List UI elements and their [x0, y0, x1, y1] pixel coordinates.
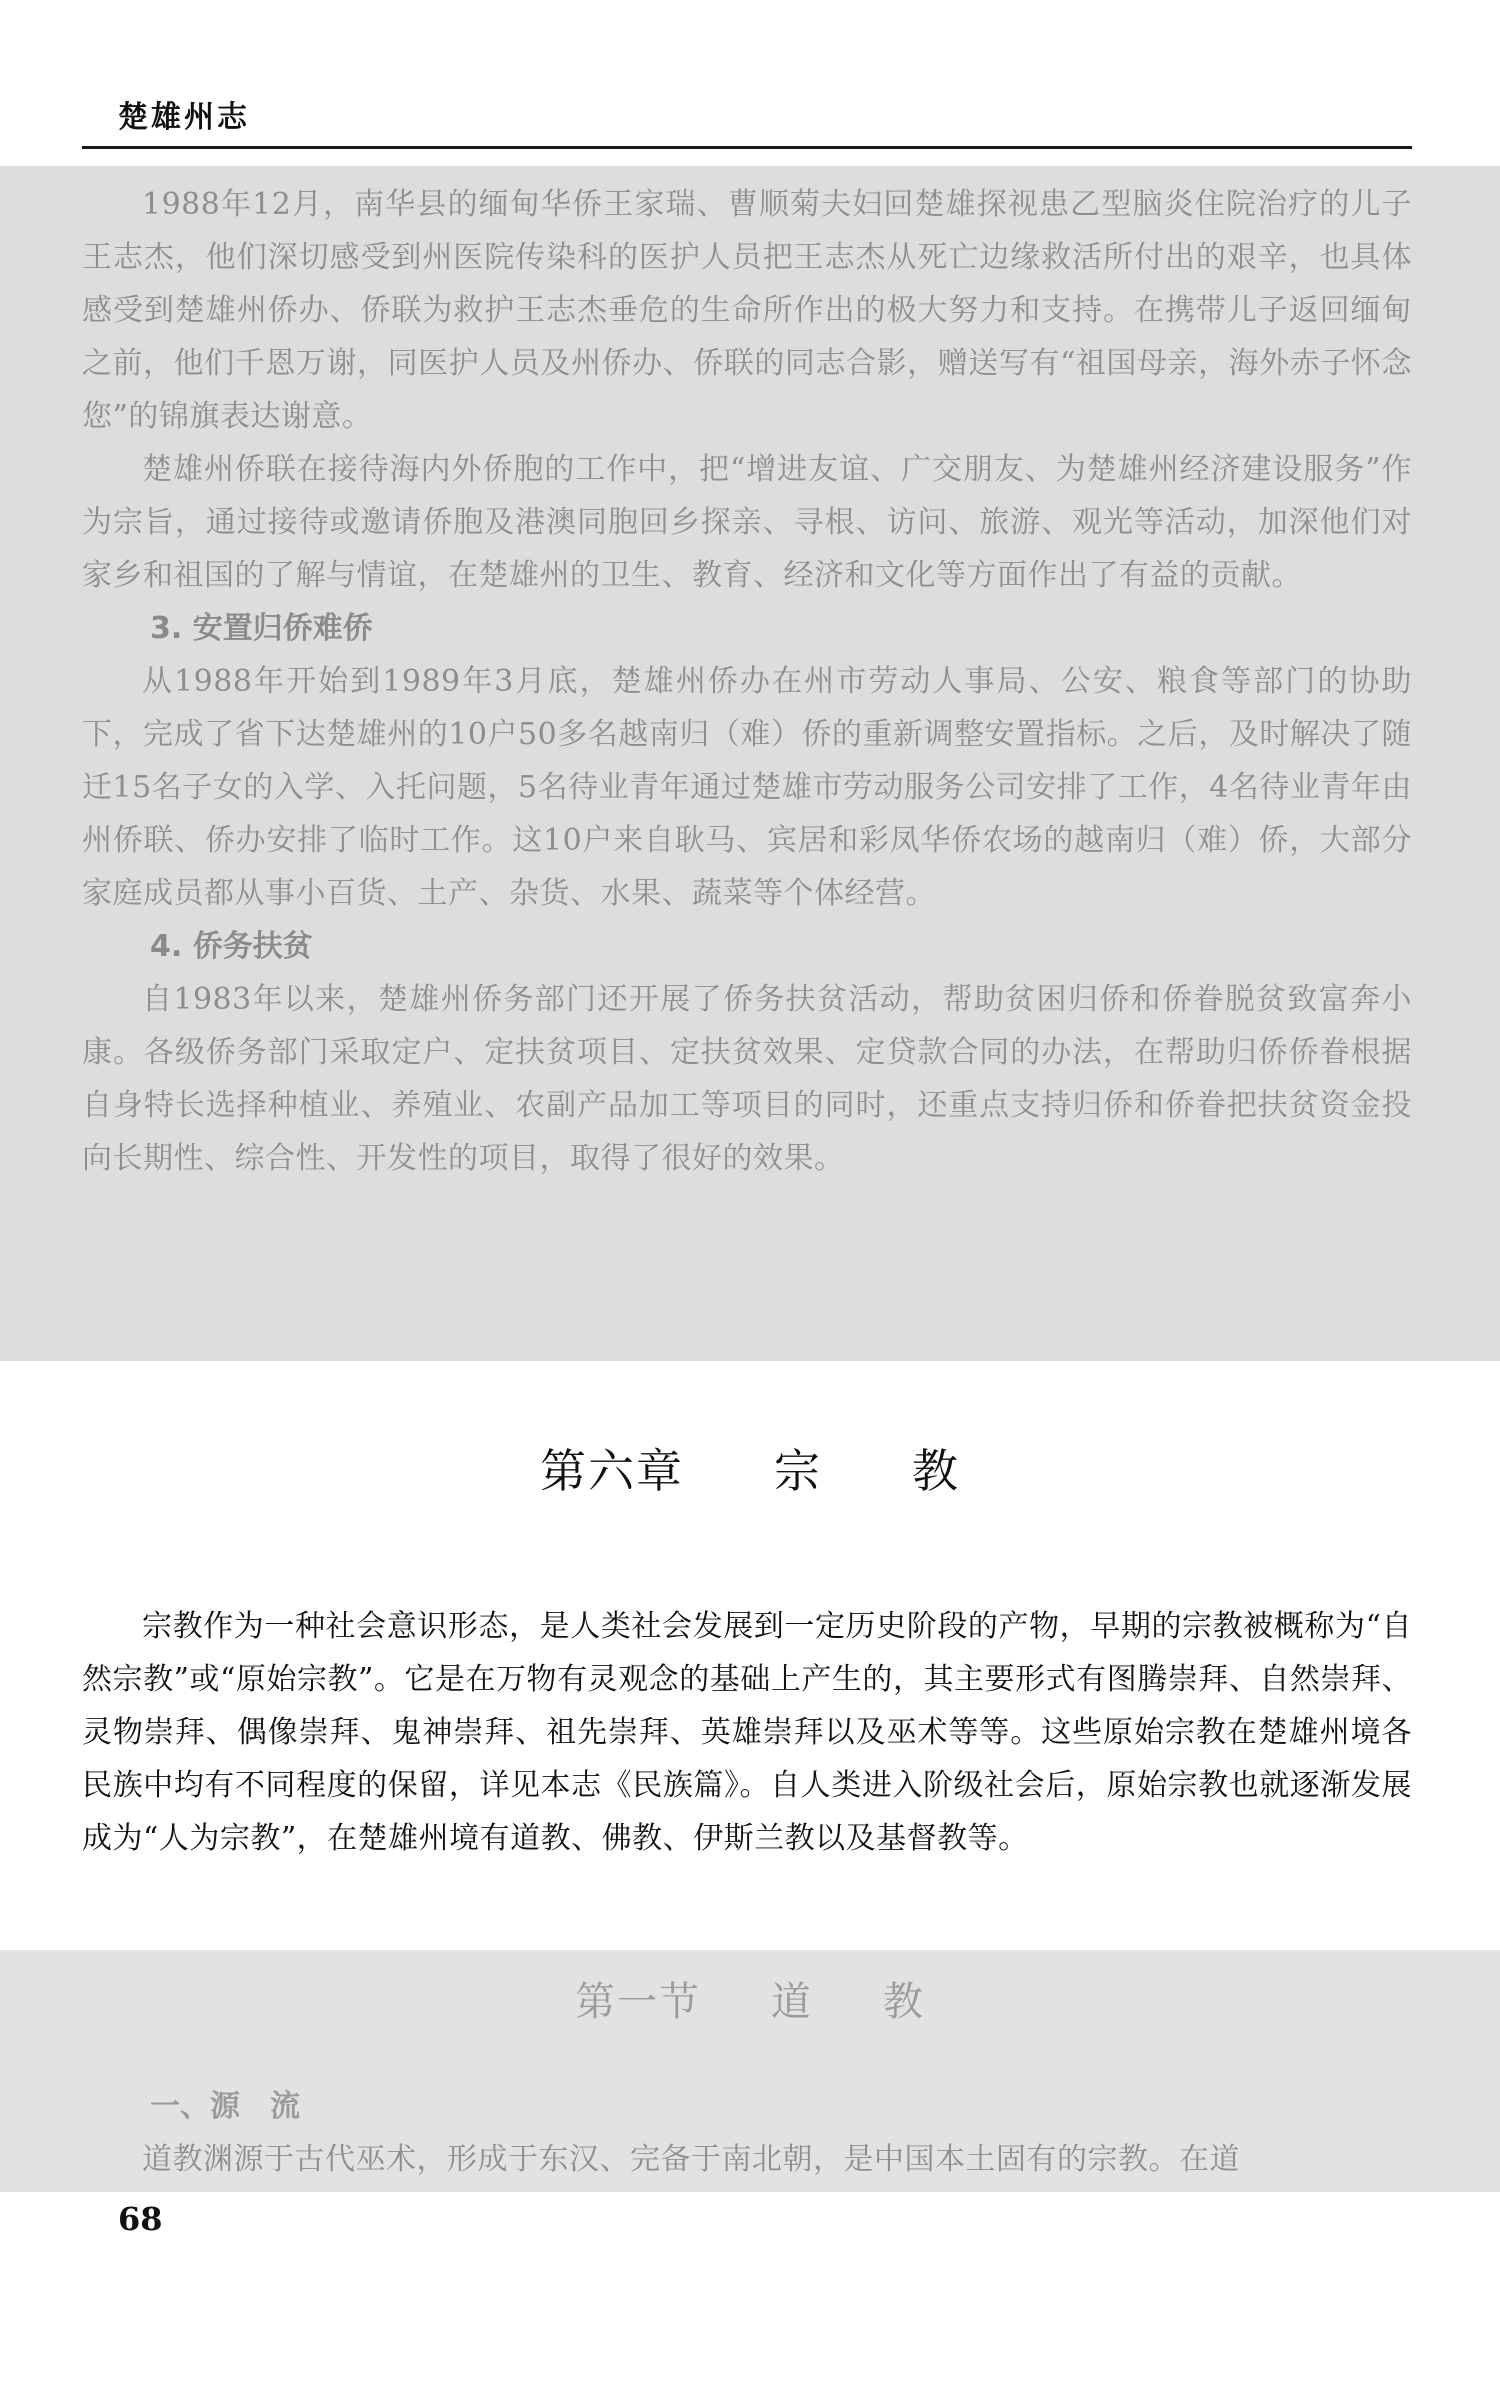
chapter-title-char-1: 宗 — [774, 1444, 822, 1498]
paragraph-family-visit: 1988年12月，南华县的缅甸华侨王家瑞、曹顺菊夫妇回楚雄探视患乙型脑炎住院治疗的儿子王志杰，他们深切感受到州医院传染科的医护人员把王志杰从死亡边缘救活所付出的艰辛，也具体感受到楚雄州侨办、侨联为救护王志杰垂危的生命所作出的极大努力和支持。在携带儿子返回缅甸之前，他们千恩万谢，同医护人员及州侨办、侨联的同志合影，赠送写有“祖国母亲，海外赤子怀念您”的锦旗表达谢意。 — [82, 187, 1412, 434]
chapter-title — [0, 1435, 1500, 1501]
header-rule — [82, 146, 1412, 149]
section-body — [82, 2080, 1412, 2186]
paragraph-taoism-origins: 道教渊源于古代巫术，形成于东汉、完备于南北朝，是中国本土固有的宗教。在道 — [142, 2142, 1240, 2177]
top-section — [82, 178, 1412, 1185]
chapter-intro — [82, 1600, 1412, 1865]
paragraph-poverty-relief: 自1983年以来，楚雄州侨务部门还开展了侨务扶贫活动，帮助贫困归侨和侨眷脱贫致富奔小康。各级侨务部门采取定户、定扶贫项目、定扶贫效果、定贷款合同的办法，在帮助归侨侨眷根据自身特长选择种植业、养殖业、农副产品加工等项目的同时，还重点支持归侨和侨眷把扶贫资金投向长期性、综合性、开发性的项目，取得了很好的效果。 — [82, 982, 1412, 1176]
heading-poverty-relief: 4. 侨务扶贫 — [150, 929, 313, 964]
heading-origins: 一、源 流 — [150, 2089, 300, 2124]
chapter-number: 第六章 — [540, 1444, 684, 1498]
page-number: 68 — [118, 2200, 163, 2238]
section-number: 第一节 — [575, 1979, 701, 2025]
heading-resettlement: 3. 安置归侨难侨 — [150, 611, 373, 646]
paragraph-religion-intro: 宗教作为一种社会意识形态，是人类社会发展到一定历史阶段的产物，早期的宗教被概称为“自然宗教”或“原始宗教”。它是在万物有灵观念的基础上产生的，其主要形式有图腾崇拜、自然崇拜、灵物崇拜、偶像崇拜、鬼神崇拜、祖先崇拜、英雄崇拜以及巫术等等。这些原始宗教在楚雄州境各民族中均有不同程度的保留，详见本志《民族篇》。自人类进入阶级社会后，原始宗教也就逐渐发展成为“人为宗教”，在楚雄州境有道教、佛教、伊斯兰教以及基督教等。 — [82, 1609, 1412, 1856]
section-title — [0, 1970, 1500, 2027]
paragraph-resettlement: 从1988年开始到1989年3月底，楚雄州侨办在州市劳动人事局、公安、粮食等部门的协助下，完成了省下达楚雄州的10户50多名越南归（难）侨的重新调整安置指标。之后，及时解决了随迁15名子女的入学、入托问题，5名待业青年通过楚雄市劳动服务公司安排了工作，4名待业青年由州侨联、侨办安排了临时工作。这10户来自耿马、宾居和彩凤华侨农场的越南归（难）侨，大部分家庭成员都从事小百货、土产、杂货、水果、蔬菜等个体经营。 — [82, 664, 1412, 911]
section-title-char-1: 道 — [771, 1979, 813, 2025]
paragraph-federation-work: 楚雄州侨联在接待海内外侨胞的工作中，把“增进友谊、广交朋友、为楚雄州经济建设服务”作为宗旨，通过接待或邀请侨胞及港澳同胞回乡探亲、寻根、访问、旅游、观光等活动，加深他们对家乡和祖国的了解与情谊，在楚雄州的卫生、教育、经济和文化等方面作出了有益的贡献。 — [82, 452, 1412, 593]
chapter-title-char-2: 教 — [912, 1444, 960, 1498]
section-title-char-2: 教 — [883, 1979, 925, 2025]
running-title: 楚雄州志 — [118, 100, 250, 135]
